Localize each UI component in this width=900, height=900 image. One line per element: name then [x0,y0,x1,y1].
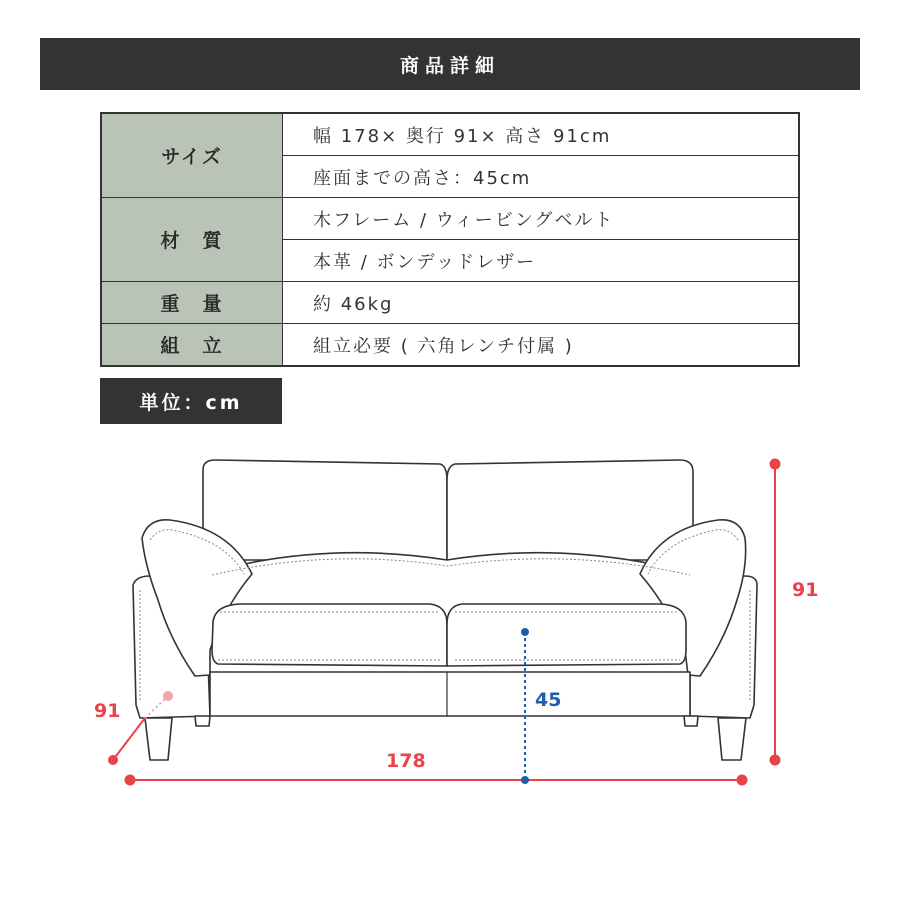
width-dimension-label: 178 [386,750,426,772]
leg-back-left [195,716,210,726]
material-value-leather: 本革 / ボンデッドレザー [283,240,800,282]
assembly-label: 組 立 [101,324,283,367]
page-header [40,38,860,90]
depth-dimension-label: 91 [94,700,121,722]
sofa-illustration [0,440,900,800]
size-value-seat-height: 座面までの高さ：45cm [283,156,800,198]
table-row [101,324,799,367]
seat-height-dimension-label: 45 [535,689,562,711]
material-label: 材 質 [101,198,283,282]
leg-back-right [684,716,698,726]
width-dimension-line [125,775,747,785]
leg-front-left [145,718,172,760]
unit-badge [100,378,282,424]
table-row [101,198,799,240]
weight-label: 重 量 [101,282,283,324]
unit-label: 単位：cm [139,391,243,414]
material-value-frame: 木フレーム / ウィービングベルト [283,198,800,240]
size-value-dimensions: 幅 178× 奥行 91× 高さ 91cm [283,113,800,156]
leg-front-right [718,718,746,760]
weight-value: 約 46kg [283,282,800,324]
back-cushion-left [203,460,447,560]
table-row [101,113,799,156]
size-label: サイズ [101,113,283,198]
assembly-value: 組立必要 ( 六角レンチ付属 ) [283,324,800,367]
spec-table [100,112,800,367]
back-cushion-right [447,460,693,560]
height-dimension-line [770,459,780,765]
table-row [101,282,799,324]
header-title: 商品詳細 [399,54,500,77]
front-skirt [210,672,690,716]
seat-cushion-right [447,604,686,666]
seat-cushion-left [212,604,447,666]
height-dimension-label: 91 [792,579,819,601]
